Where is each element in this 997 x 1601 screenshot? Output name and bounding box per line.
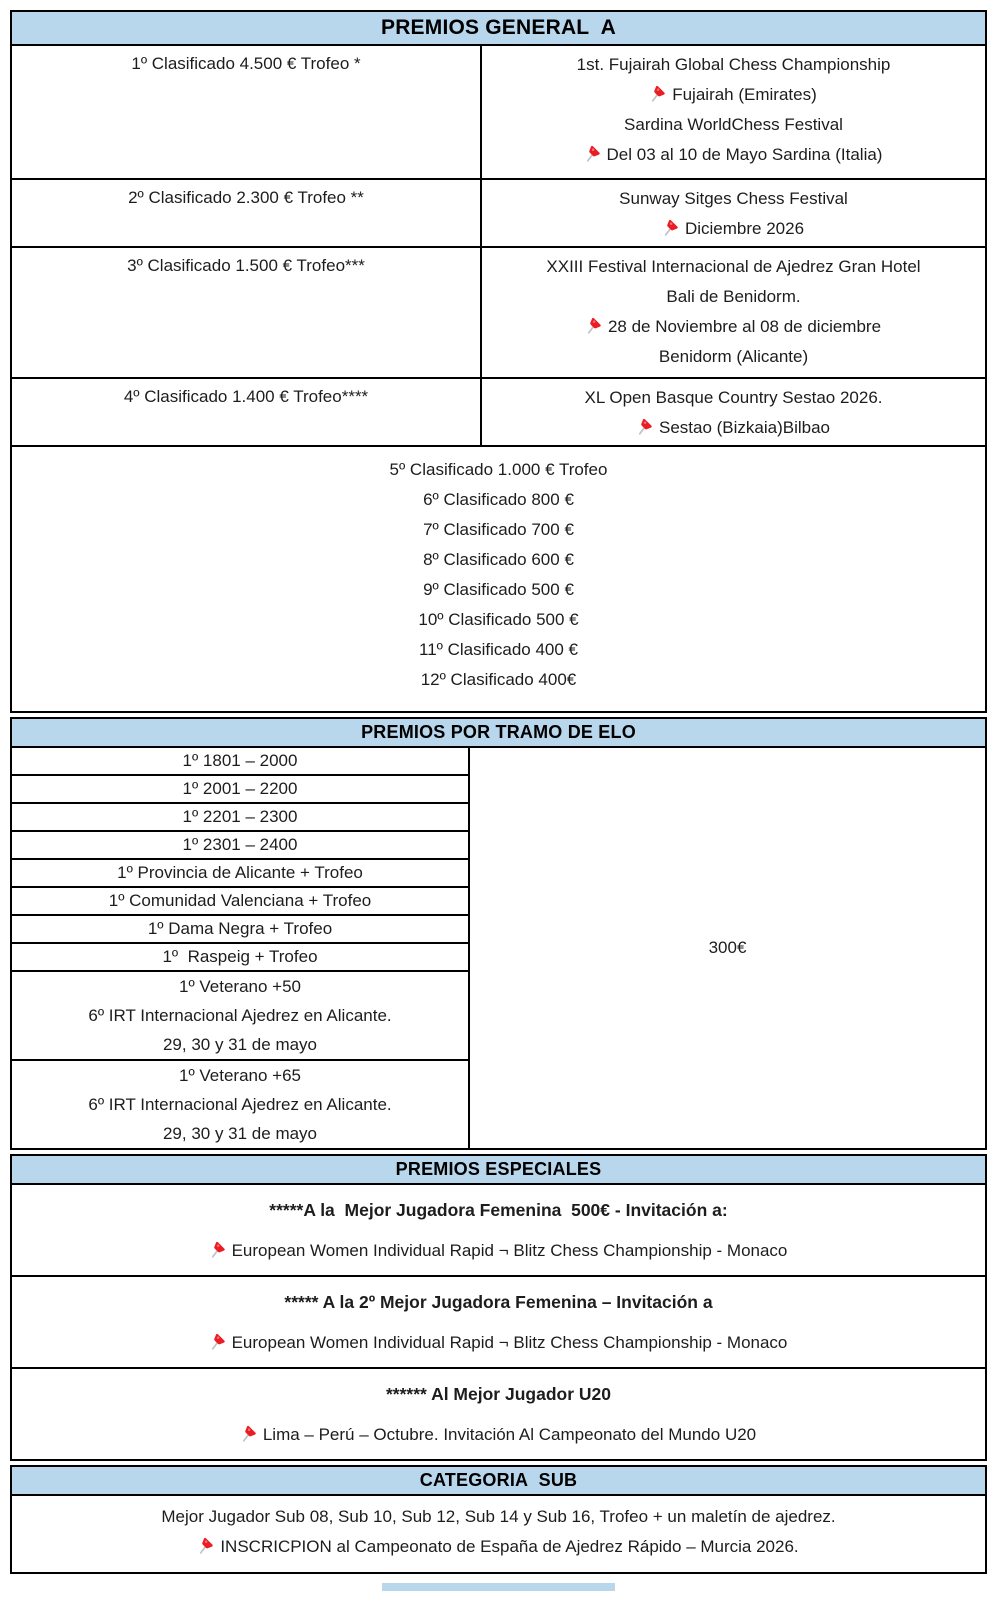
special-prize-heading: *****A la Mejor Jugadora Femenina 500€ - Invitación a: xyxy=(269,1200,728,1220)
list-item: 12º Clasificado 400€ xyxy=(420,670,577,689)
elo-row-line: 1º Veterano +50 xyxy=(178,977,301,996)
table-row xyxy=(12,180,985,248)
list-item: 9º Clasificado 500 € xyxy=(423,580,574,599)
elo-row: 1º 2001 – 2200 xyxy=(12,776,468,804)
section-header-premios-elo: PREMIOS POR TRAMO DE ELO xyxy=(12,719,985,748)
list-item: 5º Clasificado 1.000 € Trofeo xyxy=(389,460,608,479)
event-text: Diciembre 2026 xyxy=(684,219,805,238)
special-prize-detail xyxy=(18,1239,979,1263)
event-text: Fujairah (Emirates) xyxy=(672,85,817,104)
special-prize-heading: ***** A la 2º Mejor Jugadora Femenina – Invitación a xyxy=(284,1292,713,1312)
event-line: XL Open Basque Country Sestao 2026. xyxy=(584,388,883,407)
event-text: Del 03 al 10 de Mayo Sardina (Italia) xyxy=(606,145,883,164)
event-line xyxy=(490,413,977,443)
event-line: XXIII Festival Internacional de Ajedrez Gran Hotel xyxy=(546,257,921,276)
elo-row-line: 6º IRT Internacional Ajedrez en Alicante. xyxy=(88,1095,392,1114)
elo-row: 1º Provincia de Alicante + Trofeo xyxy=(12,860,468,888)
event-line xyxy=(490,214,977,244)
pushpin-icon xyxy=(210,1332,227,1351)
classified-list xyxy=(12,447,985,711)
event-line: Sardina WorldChess Festival xyxy=(624,115,843,134)
pushpin-icon xyxy=(650,84,667,103)
special-prize-row xyxy=(12,1369,985,1459)
event-line: 1st. Fujairah Global Chess Championship xyxy=(576,55,891,74)
elo-row-line: 6º IRT Internacional Ajedrez en Alicante. xyxy=(88,1006,392,1025)
special-prize-row xyxy=(12,1277,985,1369)
categoria-sub-line: Mejor Jugador Sub 08, Sub 10, Sub 12, Sub 14 y Sub 16, Trofeo + un maletín de ajedrez. xyxy=(161,1507,836,1526)
elo-left-column xyxy=(12,748,470,1148)
pushpin-icon xyxy=(198,1536,215,1555)
categoria-sub-text: INSCRICPION al Campeonato de España de Ajedrez Rápido – Murcia 2026. xyxy=(220,1537,799,1556)
event-line xyxy=(490,312,977,342)
partial-next-header-strip xyxy=(382,1583,615,1591)
elo-row: 1º 2201 – 2300 xyxy=(12,804,468,832)
elo-row-veterano-50 xyxy=(12,972,468,1061)
categoria-sub-row xyxy=(12,1496,985,1572)
elo-prize-cell: 300€ xyxy=(708,938,747,957)
elo-row: 1º Raspeig + Trofeo xyxy=(12,944,468,972)
table-premios-general xyxy=(10,10,987,713)
list-item: 10º Clasificado 500 € xyxy=(418,610,579,629)
section-header-categoria-sub: CATEGORIA SUB xyxy=(12,1467,985,1496)
elo-row: 1º 2301 – 2400 xyxy=(12,832,468,860)
special-prize-text: Lima – Perú – Octubre. Invitación Al Campeonato del Mundo U20 xyxy=(262,1425,757,1444)
table-row xyxy=(12,248,985,379)
special-prize-detail xyxy=(18,1423,979,1447)
pushpin-icon xyxy=(585,144,602,163)
elo-row-veterano-65 xyxy=(12,1061,468,1148)
table-row xyxy=(12,46,985,180)
event-text: 28 de Noviembre al 08 de diciembre xyxy=(607,317,882,336)
pushpin-icon xyxy=(241,1424,258,1443)
event-cell xyxy=(482,248,985,377)
elo-row: 1º Comunidad Valenciana + Trofeo xyxy=(12,888,468,916)
prize-cell: 1º Clasificado 4.500 € Trofeo * xyxy=(12,46,482,178)
table-premios-elo xyxy=(10,717,987,1150)
table-categoria-sub xyxy=(10,1465,987,1574)
prize-cell: 2º Clasificado 2.300 € Trofeo ** xyxy=(12,180,482,246)
special-prize-detail xyxy=(18,1331,979,1355)
elo-row: 1º Dama Negra + Trofeo xyxy=(12,916,468,944)
elo-body xyxy=(12,748,985,1148)
event-cell xyxy=(482,379,985,445)
elo-row-line: 1º Veterano +65 xyxy=(178,1066,301,1085)
pushpin-icon xyxy=(210,1240,227,1259)
event-cell xyxy=(482,180,985,246)
event-line: Benidorm (Alicante) xyxy=(658,347,809,366)
event-line: Bali de Benidorm. xyxy=(666,287,801,306)
elo-row: 1º 1801 – 2000 xyxy=(12,748,468,776)
special-prize-text: European Women Individual Rapid ¬ Blitz Chess Championship - Monaco xyxy=(231,1333,788,1352)
table-row xyxy=(12,379,985,447)
event-line: Sunway Sitges Chess Festival xyxy=(619,189,848,208)
event-cell xyxy=(482,46,985,178)
special-prize-text: European Women Individual Rapid ¬ Blitz Chess Championship - Monaco xyxy=(231,1241,788,1260)
special-prize-heading: ****** Al Mejor Jugador U20 xyxy=(386,1384,611,1404)
pushpin-icon xyxy=(586,316,603,335)
table-premios-especiales xyxy=(10,1154,987,1461)
prize-cell: 3º Clasificado 1.500 € Trofeo*** xyxy=(12,248,482,377)
section-header-premios-general: PREMIOS GENERAL A xyxy=(12,12,985,46)
pushpin-icon xyxy=(637,417,654,436)
event-line xyxy=(490,140,977,170)
list-item: 6º Clasificado 800 € xyxy=(423,490,574,509)
elo-row-line: 29, 30 y 31 de mayo xyxy=(162,1124,318,1143)
list-item: 11º Clasificado 400 € xyxy=(419,640,578,659)
list-item: 7º Clasificado 700 € xyxy=(423,520,574,539)
categoria-sub-detail xyxy=(16,1532,981,1562)
list-item: 8º Clasificado 600 € xyxy=(423,550,574,569)
pushpin-icon xyxy=(663,218,680,237)
elo-row-line: 29, 30 y 31 de mayo xyxy=(162,1035,318,1054)
prize-cell: 4º Clasificado 1.400 € Trofeo**** xyxy=(12,379,482,445)
section-header-premios-especiales: PREMIOS ESPECIALES xyxy=(12,1156,985,1185)
event-line xyxy=(490,80,977,110)
event-text: Sestao (Bizkaia)Bilbao xyxy=(658,418,831,437)
special-prize-row xyxy=(12,1185,985,1277)
